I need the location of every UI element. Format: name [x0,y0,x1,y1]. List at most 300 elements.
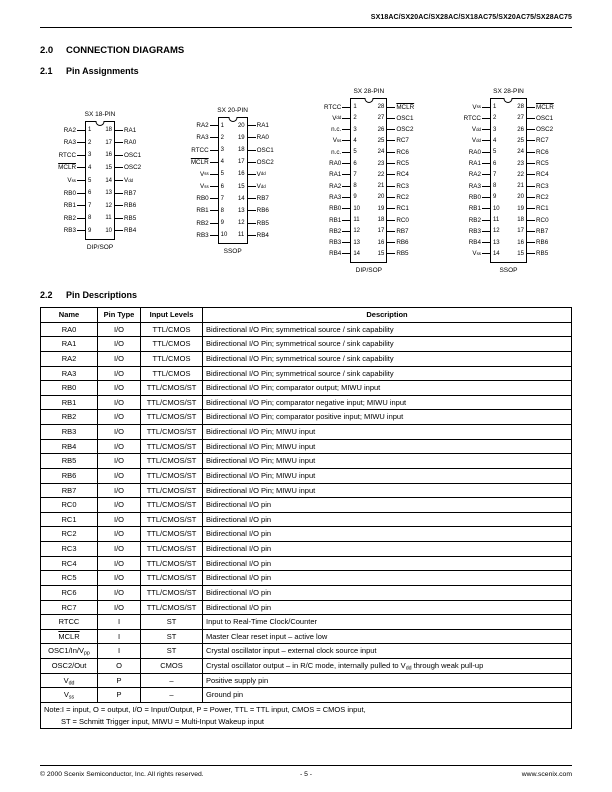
pin-stub [210,156,218,168]
page-footer [40,765,572,778]
pin-name: OSC2 [124,164,142,172]
pin-stub [527,192,535,203]
right-pin-numbers [378,101,385,259]
pin-stub [482,192,490,203]
pin-number: 15 [237,183,245,190]
input-levels-cell: TTL/CMOS/ST [141,512,203,527]
pin-stub [115,187,123,200]
pin-stub [77,199,85,212]
pin-stub [527,158,535,169]
pin-stub [387,101,395,112]
pin-name: V ss [332,137,342,145]
pin-name: RA0 [256,134,269,142]
pin-name: RTCC [463,114,481,122]
description-cell: Bidirectional I/O Pin; symmetrical source / sink capability [203,351,572,366]
pin-number: 8 [492,183,497,190]
pin-name-cell: RC6 [41,585,98,600]
pin-stub [387,181,395,192]
right-pin-names [395,101,422,259]
pin-name-cell: MCLR [41,629,98,644]
pin-type-cell: I/O [98,410,141,425]
pin-name: RB1 [468,205,481,213]
chip-body [85,121,115,240]
pin-number: 19 [517,205,524,212]
table-row [41,542,572,557]
pin-stub [527,169,535,180]
pin-name: RB7 [535,227,549,235]
pin-name: RA3 [63,139,76,147]
pin-stub [387,203,395,214]
pin-number: 11 [353,217,360,224]
pin-name: RTCC [191,146,209,154]
pin-number: 23 [517,160,524,167]
input-levels-cell: TTL/CMOS/ST [141,395,203,410]
pin-stub [527,181,535,192]
pin-number: 13 [492,239,500,246]
pin-name: RB3 [63,227,76,235]
left-pin-numbers [221,120,228,242]
pin-number: 15 [377,250,385,257]
pin-stub [248,181,256,193]
left-pin-stubs [210,120,218,242]
pin-name: RB1 [196,207,209,215]
pin-number: 26 [377,126,385,133]
pin-name: MCLR [396,103,415,111]
pin-diagram-sx28-ssop [455,88,562,273]
pin-name: RA0 [329,160,342,168]
pin-name: RA2 [468,171,481,179]
footer-website-link[interactable]: www.scenix.com [521,771,572,778]
pin-name: RC4 [535,171,549,179]
pin-number: 10 [492,205,500,212]
right-pin-numbers [238,120,245,242]
chip-package-label: SSOP [499,266,518,274]
right-pin-stubs [115,124,123,237]
pin-number: 13 [105,190,112,197]
left-pin-stubs [77,124,85,237]
chip-notch-icon [364,98,373,103]
pin-number: 22 [517,171,524,178]
table-row [41,527,572,542]
pin-stub [342,181,350,192]
pin-name-cell: RB4 [41,439,98,454]
pin-stub [248,120,256,132]
table-row [41,600,572,615]
description-cell: Bidirectional I/O Pin; comparator negative input; MIWU input [203,395,572,410]
left-pin-names [50,124,77,237]
pin-name-cell: $OSC1/In/V_{pp}$ [41,644,98,659]
table-row [41,439,572,454]
pin-name: RB6 [535,239,549,247]
note-line-2: ST = Schmitt Trigger input, MIWU = Multi-Input Wakeup input [61,716,264,726]
description-cell: Bidirectional I/O Pin; MIWU input [203,468,572,483]
description-cell: Ground pin [203,688,572,703]
pin-number: 7 [88,202,92,209]
pin-name: RB4 [256,231,269,239]
pin-number: 18 [517,217,524,224]
pin-number: 16 [237,171,245,178]
pin-name-cell: RB2 [41,410,98,425]
pin-type-cell: I/O [98,571,141,586]
pin-name: RB4 [124,227,137,235]
input-levels-cell: TTL/CMOS [141,337,203,352]
pin-number: 10 [105,227,112,234]
pin-type-cell: I/O [98,556,141,571]
pin-stub [482,113,490,124]
pin-name: RC3 [396,182,409,190]
pin-diagram-sx28-dip [315,88,422,273]
pin-name: RB7 [124,189,137,197]
pin-name: V dd [332,114,342,122]
pin-number: 5 [492,149,497,156]
pin-stub [342,135,350,146]
pin-number: 27 [517,115,524,122]
pin-stub [248,229,256,241]
pin-type-cell: O [98,659,141,674]
pin-number: 5 [353,149,357,156]
pin-type-cell: I/O [98,337,141,352]
chip-notch-icon [96,121,105,126]
pin-type-cell: I/O [98,512,141,527]
pin-name-cell: RB6 [41,468,98,483]
pin-stub [342,192,350,203]
pin-stub [115,174,123,187]
left-pin-numbers [353,101,360,259]
pin-stub [527,101,535,112]
input-levels-cell: TTL/CMOS/ST [141,425,203,440]
pin-name-cell: $V_{dd}$ [41,673,98,688]
pin-name: RA1 [329,171,342,179]
input-levels-cell: TTL/CMOS/ST [141,585,203,600]
table-row [41,498,572,513]
pin-name: OSC1 [535,114,554,122]
pin-diagram-sx20 [183,107,283,256]
pin-name: RB1 [63,202,76,210]
pin-number: 3 [492,126,497,133]
description-cell: Bidirectional I/O Pin; comparator output; MIWU input [203,381,572,396]
table-row [41,337,572,352]
pin-type-cell: I/O [98,439,141,454]
section-heading-pin-assignments [40,66,572,76]
pin-number: 21 [517,183,524,190]
pin-stub [482,169,490,180]
footer-page-number: - 5 - [299,771,313,778]
pin-name: RC2 [396,193,409,201]
pin-type-cell: I/O [98,322,141,337]
pin-type-cell: I [98,615,141,630]
pin-type-cell: P [98,688,141,703]
pin-number: 28 [377,104,385,111]
section-number: 2.1 [40,66,53,76]
pin-name: V ss [472,250,481,258]
pin-name: RC5 [396,160,409,168]
pin-number: 1 [220,122,224,129]
chip-title: SX 28-PIN [353,88,385,96]
pin-stub [527,203,535,214]
table-row [41,468,572,483]
pin-number: 17 [517,228,524,235]
pin-number: 21 [377,183,385,190]
pin-number: 13 [237,207,245,214]
chip-package-label: DIP/SOP [355,266,382,274]
input-levels-cell: TTL/CMOS [141,366,203,381]
pin-name-cell: RC5 [41,571,98,586]
pin-number: 2 [88,139,92,146]
column-header-pin-type: Pin Type [98,308,141,323]
pin-name: RA3 [329,193,342,201]
chip-body [490,98,527,262]
pin-number: 16 [377,239,385,246]
table-row [41,629,572,644]
right-pin-names [123,124,150,237]
pin-name: n.c. [331,148,342,156]
input-levels-cell: TTL/CMOS/ST [141,381,203,396]
pin-number: 11 [237,232,245,239]
pin-number: 13 [353,239,360,246]
pin-name: RB5 [396,250,409,258]
pin-number: 6 [353,160,357,167]
description-cell: Bidirectional I/O pin [203,527,572,542]
pin-name-cell: RC4 [41,556,98,571]
pin-number: 18 [237,147,245,154]
pin-number: 25 [517,137,524,144]
table-row [41,571,572,586]
pin-stub [248,144,256,156]
header-divider [40,27,572,28]
pin-number: 17 [377,228,385,235]
chip-title: SX 20-PIN [217,106,249,114]
pin-type-cell: I [98,644,141,659]
pin-name: V ss [472,103,481,111]
section-number: 2.2 [40,290,53,300]
pin-name: RB6 [124,202,137,210]
pin-type-cell: I/O [98,468,141,483]
pin-number: 9 [220,220,224,227]
pin-stub [482,226,490,237]
pin-name: RC1 [535,205,549,213]
table-row [41,483,572,498]
pin-name: RTCC [58,151,76,159]
input-levels-cell: TTL/CMOS/ST [141,410,203,425]
pin-stub [387,147,395,158]
right-pin-names [535,101,562,259]
pin-name: RC5 [535,160,549,168]
pin-number: 18 [377,217,385,224]
pin-number: 25 [377,137,385,144]
pin-name: V ss [200,183,209,191]
input-levels-cell: TTL/CMOS/ST [141,498,203,513]
input-levels-cell: TTL/CMOS/ST [141,571,203,586]
chip-body [218,117,248,245]
pin-number: 27 [377,115,385,122]
pin-name: V ss [200,170,209,178]
pin-name: RB5 [256,219,269,227]
pin-stub [77,136,85,149]
pin-name: RA3 [196,134,209,142]
pin-name-cell: RB5 [41,454,98,469]
pin-name: RB1 [329,216,342,224]
table-row [41,659,572,674]
description-cell: Bidirectional I/O pin [203,498,572,513]
pin-number: 26 [517,126,524,133]
pin-stub [387,237,395,248]
pin-name: RA1 [468,160,481,168]
pin-name: RB6 [256,207,269,215]
pin-type-cell: I/O [98,381,141,396]
pin-number: 8 [353,183,357,190]
pin-name-cell: RTCC [41,615,98,630]
header-part-numbers: SX18AC/SX20AC/SX28AC/SX18AC75/SX20AC75/SX28AC75 [370,14,572,21]
pin-number: 4 [88,164,92,171]
input-levels-cell: TTL/CMOS/ST [141,556,203,571]
pin-name: RA1 [124,126,137,134]
pin-stub [482,158,490,169]
description-cell: Input to Real-Time Clock/Counter [203,615,572,630]
pin-stub [527,226,535,237]
pin-number: 16 [517,239,524,246]
pin-name-cell: RC7 [41,600,98,615]
pin-type-cell: I/O [98,585,141,600]
pin-stub [482,181,490,192]
pin-stub [482,248,490,259]
pin-name: RB4 [468,239,481,247]
pin-name-cell: RC2 [41,527,98,542]
pin-stub [77,225,85,238]
pin-number: 17 [105,139,112,146]
pin-name: RC0 [535,216,549,224]
chip-title: SX 28-PIN [493,88,524,96]
pin-type-cell: I/O [98,600,141,615]
pin-name-cell: RA1 [41,337,98,352]
section-heading-connection-diagrams [40,45,572,56]
pin-number: 16 [105,152,112,159]
pin-name: OSC2 [535,126,554,134]
pin-type-cell: I/O [98,483,141,498]
pin-number: 24 [377,149,385,156]
pin-stub [342,248,350,259]
pin-name-cell: RB0 [41,381,98,396]
pin-name: RC1 [396,205,409,213]
pin-number: 10 [353,205,360,212]
pin-stub [115,136,123,149]
table-row [41,688,572,703]
pin-number: 14 [105,177,112,184]
pin-number: 17 [237,159,245,166]
description-cell: Bidirectional I/O Pin; symmetrical source / sink capability [203,337,572,352]
pin-stub [342,113,350,124]
pin-stub [210,229,218,241]
pin-name-cell: RB7 [41,483,98,498]
column-header-name: Name [41,308,98,323]
description-cell: Crystal oscillator output – in R/C mode, internally pulled to $V_{dd}$ through weak pull-up [203,659,572,674]
input-levels-cell: TTL/CMOS/ST [141,439,203,454]
pin-stub [527,237,535,248]
input-levels-cell: ST [141,629,203,644]
pin-stub [387,135,395,146]
table-row [41,454,572,469]
pin-name: RB2 [329,227,342,235]
right-pin-numbers [105,124,112,237]
pin-stub [527,124,535,135]
chip-body [350,98,387,262]
pin-type-cell: P [98,673,141,688]
pin-stub [342,147,350,158]
pin-number: 4 [353,137,357,144]
input-levels-cell: TTL/CMOS [141,351,203,366]
table-row [41,585,572,600]
pin-stub [342,203,350,214]
pin-name: RB5 [535,250,549,258]
pin-stub [210,181,218,193]
table-row [41,351,572,366]
pin-name: OSC1 [124,151,142,159]
pin-stub [210,168,218,180]
pin-number: 19 [237,134,245,141]
table-row [41,425,572,440]
pin-name-cell: OSC2/Out [41,659,98,674]
pin-number: 2 [492,115,497,122]
pin-number: 7 [220,195,224,202]
note-line-1: Note:I = input, O = output, I/O = Input/Output, P = Power, TTL = TTL input, CMOS = CMOS input, [44,704,366,714]
pin-stub [342,101,350,112]
pin-type-cell: I/O [98,425,141,440]
pin-number: 7 [353,171,357,178]
pin-name: RC2 [535,193,549,201]
pin-stub [248,217,256,229]
pin-name: RA2 [196,122,209,130]
pin-type-cell: I/O [98,542,141,557]
pin-name: RA2 [63,126,76,134]
pin-number: 4 [220,159,224,166]
pin-descriptions-table [40,307,572,729]
table-row [41,381,572,396]
pin-name: OSC2 [256,158,274,166]
pin-number: 20 [377,194,385,201]
pin-number: 28 [517,104,524,111]
pin-stub [342,237,350,248]
pin-diagram-sx18 [50,111,150,251]
pin-name-cell: RB3 [41,425,98,440]
table-body [41,322,572,702]
pin-number: 12 [237,220,245,227]
pin-stub [342,158,350,169]
pin-name: V dd [471,126,481,134]
pin-number: 3 [88,152,92,159]
pin-number: 6 [492,160,497,167]
pin-stub [115,124,123,137]
pin-stub [77,174,85,187]
description-cell: Bidirectional I/O pin [203,571,572,586]
pin-stub [210,205,218,217]
pin-name: V ss [67,177,76,184]
pin-name: RC7 [535,137,549,145]
pin-number: 6 [88,190,92,197]
pin-stub [77,124,85,137]
pin-name: RB0 [196,195,209,203]
pin-name: RB0 [329,205,342,213]
pin-stub [482,135,490,146]
section-number: 2.0 [40,45,54,56]
table-note-row [41,702,572,728]
section-title: Pin Assignments [66,66,139,76]
pin-stub [387,113,395,124]
pin-stub [527,147,535,158]
pin-number: 10 [220,232,228,239]
table-row [41,512,572,527]
section-heading-pin-descriptions [40,290,572,300]
pin-number: 11 [492,217,500,224]
footer-copyright: © 2000 Scenix Semiconductor, Inc. All rights reserved. [40,771,204,778]
